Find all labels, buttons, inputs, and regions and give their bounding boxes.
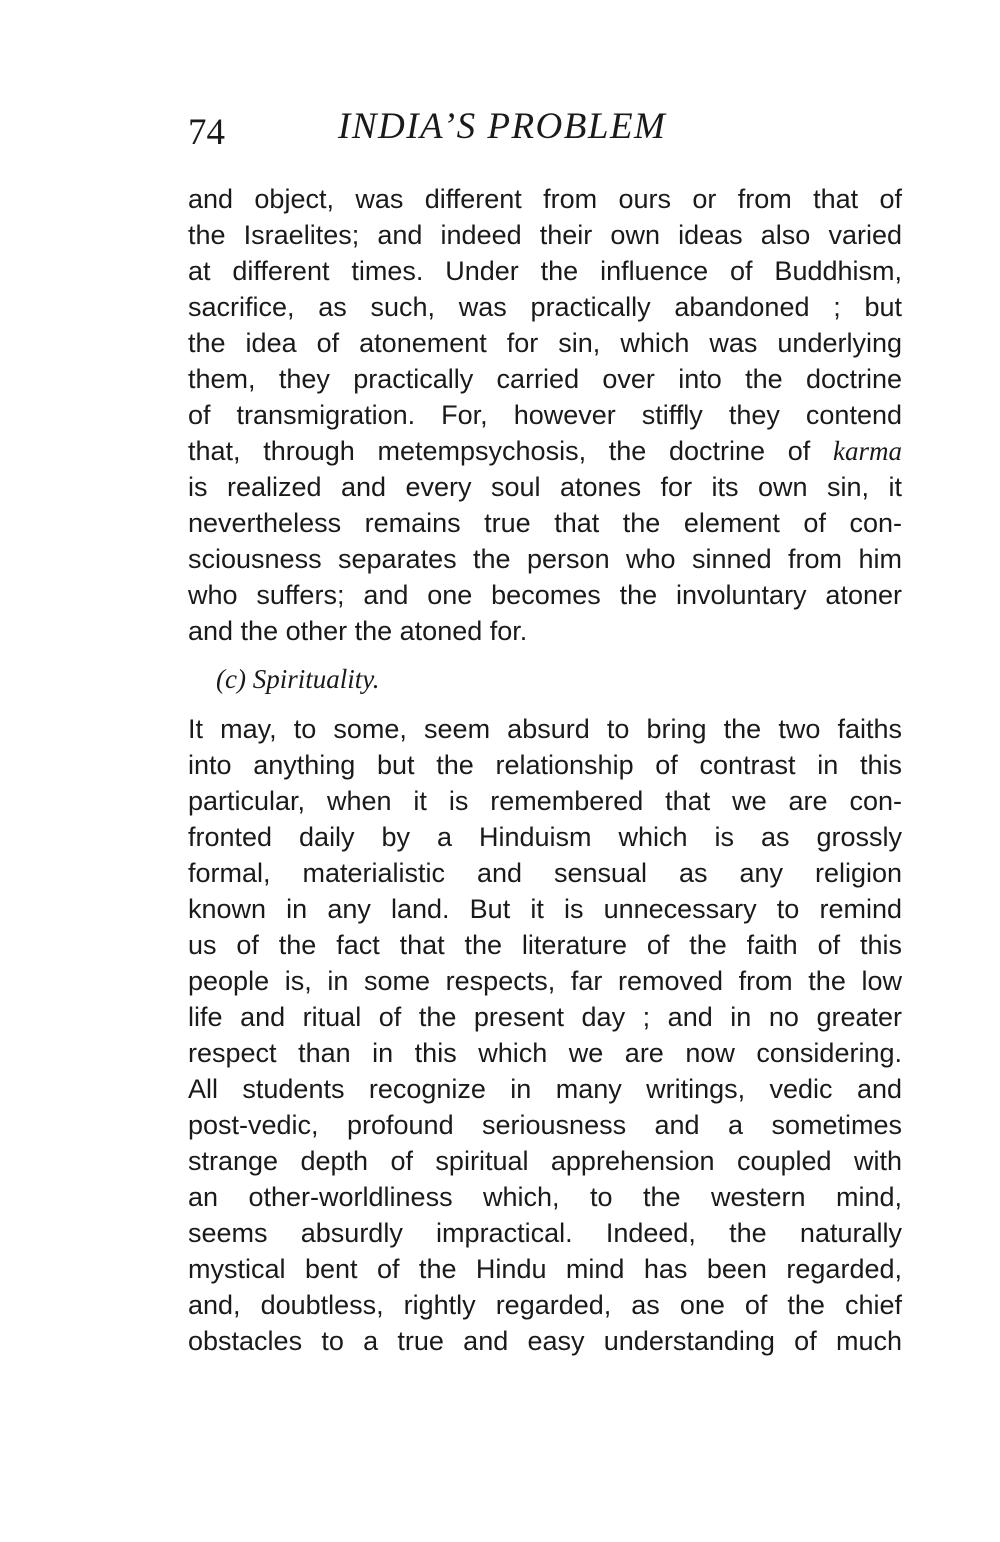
text-line: the idea of atonement for sin, which was underlying <box>188 328 902 358</box>
text-line: and, doubtless, rightly regarded, as one of the chief <box>188 1290 902 1320</box>
text-line: who suffers; and one becomes the involuntary atoner <box>188 580 902 610</box>
text-line: at different times. Under the influence of Buddhism, <box>188 256 902 286</box>
text-line: particular, when it is remembered that we are con- <box>188 786 902 816</box>
text-line: It may, to some, seem absurd to bring the two faiths <box>188 714 902 744</box>
text-line: strange depth of spiritual apprehension coupled with <box>188 1146 902 1176</box>
text-line: us of the fact that the literature of the faith of this <box>188 930 902 960</box>
text-line: them, they practically carried over into the doctrine <box>188 364 902 394</box>
text-line: mystical bent of the Hindu mind has been regarded, <box>188 1254 902 1284</box>
text-line: nevertheless remains true that the element of con- <box>188 508 902 538</box>
text-line: post-vedic, profound seriousness and a sometimes <box>188 1110 902 1140</box>
text-fragment: that, through metempsychosis, the doctrine of <box>188 436 811 466</box>
text-line: of transmigration. For, however stiffly they contend <box>188 400 902 430</box>
text-line: into anything but the relationship of contrast in this <box>188 750 902 780</box>
text-line: seems absurdly impractical. Indeed, the naturally <box>188 1218 902 1248</box>
text-line: the Israelites; and indeed their own ideas also varied <box>188 220 902 250</box>
text-line: and object, was different from ours or from that of <box>188 184 902 214</box>
text-line: fronted daily by a Hinduism which is as grossly <box>188 822 902 852</box>
page-number: 74 <box>188 112 225 153</box>
text-line: is realized and every soul atones for its own sin, it <box>188 472 902 502</box>
text-line: known in any land. But it is unnecessary to remind <box>188 894 902 924</box>
text-line: obstacles to a true and easy understanding of much <box>188 1326 902 1356</box>
paragraph-1 <box>188 181 902 649</box>
text-line: life and ritual of the present day ; and in no greater <box>188 1002 902 1032</box>
page-header <box>188 100 908 160</box>
text-line: respect than in this which we are now considering. <box>188 1038 902 1068</box>
text-line: All students recognize in many writings, vedic and <box>188 1074 902 1104</box>
text-line: and the other the atoned for. <box>188 616 528 646</box>
text-line: an other-worldliness which, to the western mind, <box>188 1182 902 1212</box>
text-line: sacrifice, as such, was practically abandoned ; but <box>188 292 902 322</box>
text-line: people is, in some respects, far removed from the low <box>188 966 902 996</box>
section-heading: (c) Spirituality. <box>216 664 380 694</box>
text-line: sciousness separates the person who sinned from him <box>188 544 902 574</box>
italic-term: karma <box>832 436 902 466</box>
text-line-with-italic <box>188 433 902 469</box>
paragraph-2 <box>188 711 902 1359</box>
running-title: INDIA’S PROBLEM <box>338 106 667 147</box>
body-text <box>188 181 902 1359</box>
text-line: formal, materialistic and sensual as any religion <box>188 858 902 888</box>
